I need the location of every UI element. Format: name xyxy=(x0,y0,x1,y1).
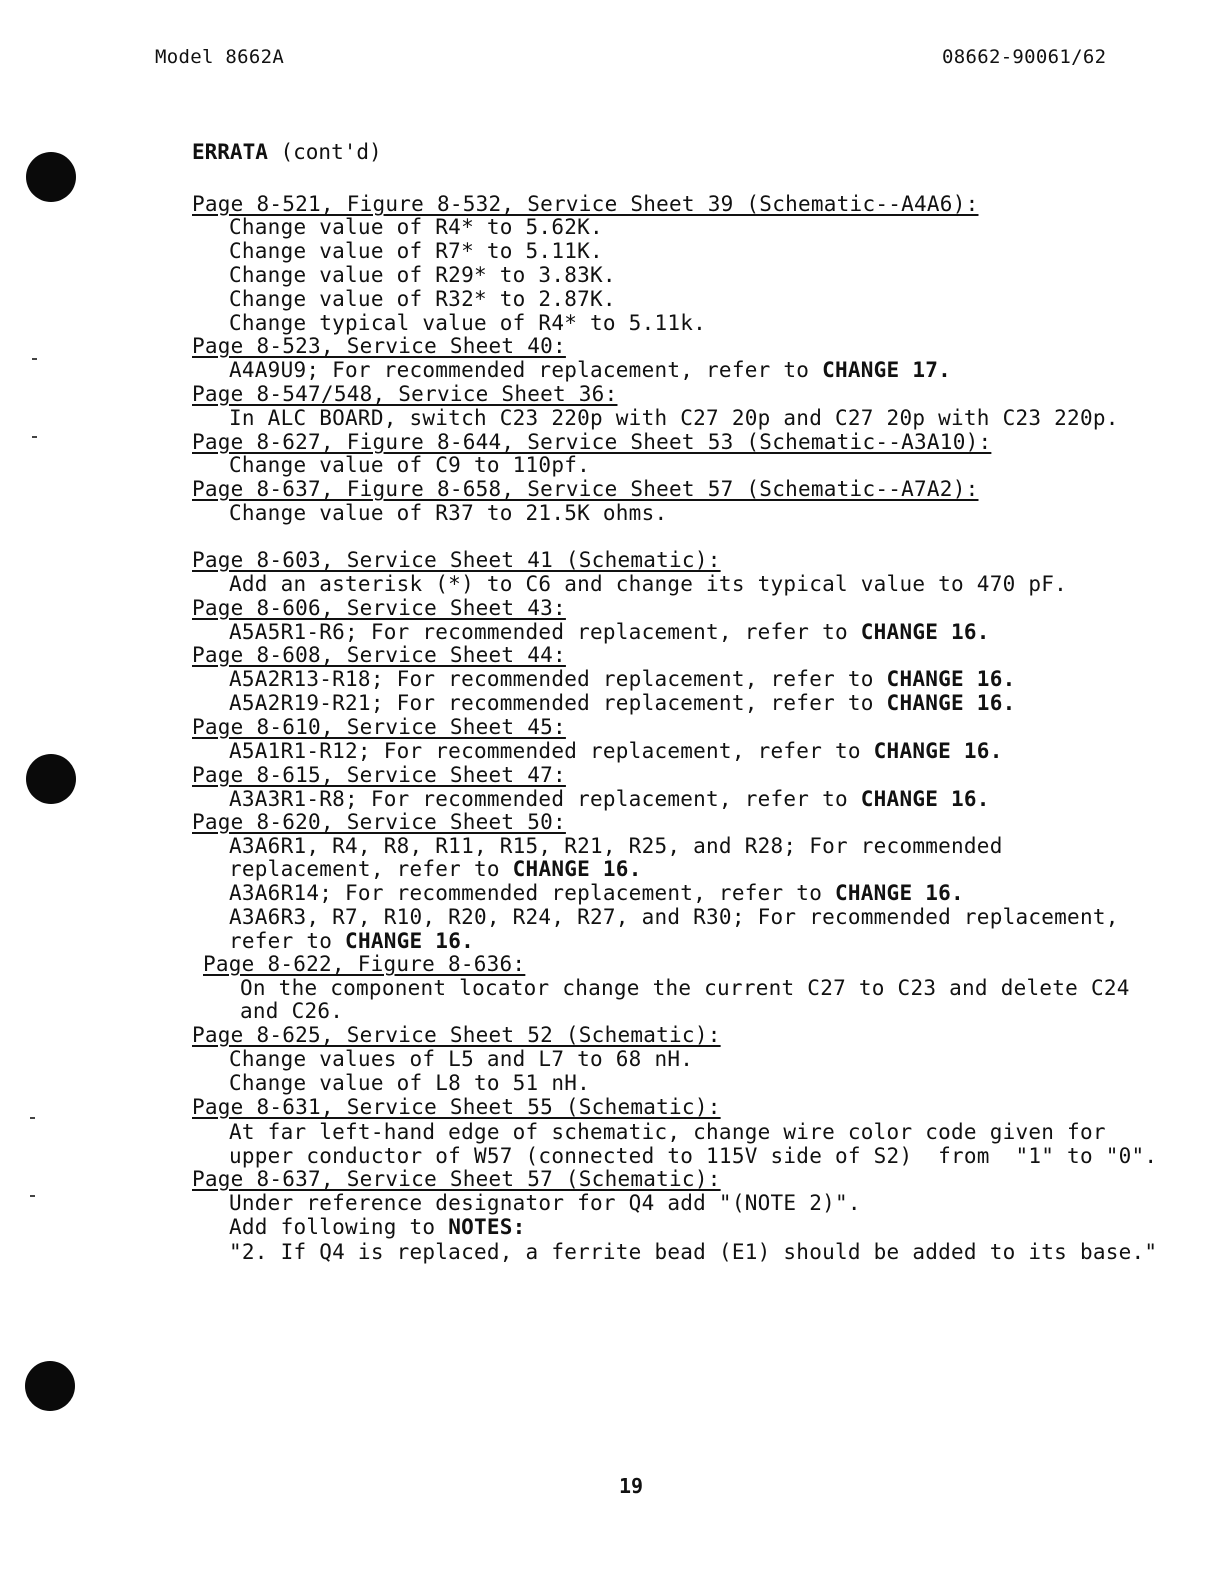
errata-text: A3A6R3, R7, R10, R20, R24, R27, and R30; For recommended replacement, xyxy=(229,905,1119,929)
errata-text: Change value of R29* to 3.83K. xyxy=(229,263,616,287)
errata-item xyxy=(229,287,616,311)
errata-text: Change value of R4* to 5.62K. xyxy=(229,215,603,239)
errata-item xyxy=(229,834,1003,858)
errata-text: Change value of R7* to 5.11K. xyxy=(229,239,603,263)
errata-page-heading xyxy=(192,430,991,454)
errata-text: Page 8-631, Service Sheet 55 (Schematic): xyxy=(192,1095,721,1119)
errata-page-heading xyxy=(192,477,978,501)
errata-item xyxy=(229,263,616,287)
errata-text: Change value of C9 to 110pf. xyxy=(229,453,591,477)
errata-item xyxy=(229,667,1015,691)
errata-text: and C26. xyxy=(240,999,344,1023)
errata-text: "2. If Q4 is replaced, a ferrite bead (E1) should be added to its base." xyxy=(229,1240,1158,1264)
errata-text: Add following to xyxy=(229,1215,449,1239)
errata-text: replacement, refer to xyxy=(229,857,513,881)
errata-text: Page 8-637, Service Sheet 57 (Schematic): xyxy=(192,1167,721,1191)
errata-text: Change value of R37 to 21.5K ohms. xyxy=(229,501,668,525)
errata-page-heading xyxy=(192,643,566,667)
change-reference: CHANGE 16. xyxy=(860,620,990,644)
errata-text: Page 8-625, Service Sheet 52 (Schematic): xyxy=(192,1023,721,1047)
errata-item xyxy=(229,1047,693,1071)
errata-item xyxy=(229,1120,1106,1144)
errata-item xyxy=(240,999,343,1023)
section-title-bold: ERRATA xyxy=(192,140,268,164)
errata-item xyxy=(229,358,951,382)
errata-text: Change typical value of R4* to 5.11k. xyxy=(229,311,707,335)
errata-item xyxy=(229,1144,1157,1168)
errata-page-heading xyxy=(192,715,566,739)
errata-item xyxy=(229,453,590,477)
errata-text: Page 8-615, Service Sheet 47: xyxy=(192,763,566,787)
errata-item xyxy=(229,620,990,644)
errata-text: Page 8-637, Figure 8-658, Service Sheet 57 (Schematic--A7A2): xyxy=(192,477,979,501)
errata-text: Page 8-620, Service Sheet 50: xyxy=(192,810,566,834)
errata-item xyxy=(229,311,706,335)
errata-text: Page 8-603, Service Sheet 41 (Schematic): xyxy=(192,548,721,572)
errata-text: A5A1R1-R12; For recommended replacement, refer to xyxy=(229,739,874,763)
errata-page-heading xyxy=(192,596,566,620)
errata-item xyxy=(240,976,1130,1000)
errata-item xyxy=(229,881,964,905)
errata-text: refer to xyxy=(229,929,346,953)
errata-text: In ALC BOARD, switch C23 220p with C27 20p and C27 20p with C23 220p. xyxy=(229,406,1119,430)
errata-text: upper conductor of W57 (connected to 115V side of S2) from "1" to "0". xyxy=(229,1144,1158,1168)
errata-page-heading xyxy=(192,1023,721,1047)
change-reference: CHANGE 16. xyxy=(873,739,1003,763)
errata-text: Page 8-521, Figure 8-532, Service Sheet 39 (Schematic--A4A6): xyxy=(192,192,979,216)
errata-item xyxy=(229,905,1119,929)
errata-page-heading xyxy=(192,810,566,834)
change-reference: CHANGE 16. xyxy=(512,857,642,881)
errata-item xyxy=(229,1071,590,1095)
errata-text: Under reference designator for Q4 add "(NOTE 2)". xyxy=(229,1191,861,1215)
errata-item xyxy=(229,215,603,239)
change-reference: NOTES: xyxy=(448,1215,526,1239)
errata-item xyxy=(229,406,1119,430)
errata-text: A3A6R1, R4, R8, R11, R15, R21, R25, and R28; For recommended xyxy=(229,834,1003,858)
errata-text: Page 8-622, Figure 8-636: xyxy=(203,952,526,976)
change-reference: CHANGE 16. xyxy=(886,667,1016,691)
section-title-rest: (cont'd) xyxy=(267,140,382,164)
errata-page-heading xyxy=(192,382,617,406)
errata-text: At far left-hand edge of schematic, change wire color code given for xyxy=(229,1120,1106,1144)
errata-text: Change values of L5 and L7 to 68 nH. xyxy=(229,1047,694,1071)
errata-text: A4A9U9; For recommended replacement, refer to xyxy=(229,358,823,382)
errata-text: A5A5R1-R6; For recommended replacement, refer to xyxy=(229,620,861,644)
errata-item xyxy=(229,739,1003,763)
errata-text: Page 8-608, Service Sheet 44: xyxy=(192,643,566,667)
errata-item xyxy=(229,857,642,881)
errata-text: Page 8-610, Service Sheet 45: xyxy=(192,715,566,739)
page-number: 19 xyxy=(619,1474,644,1498)
errata-page-heading xyxy=(203,952,525,976)
errata-item xyxy=(229,929,474,953)
errata-page-heading xyxy=(192,548,721,572)
errata-page-heading xyxy=(192,1095,721,1119)
errata-text: A3A6R14; For recommended replacement, refer to xyxy=(229,881,835,905)
errata-item xyxy=(229,1240,1157,1264)
errata-page-heading xyxy=(192,334,566,358)
errata-item xyxy=(229,691,1015,715)
errata-item xyxy=(229,1191,861,1215)
errata-text: A5A2R19-R21; For recommended replacement, refer to xyxy=(229,691,887,715)
running-header-model: Model 8662A xyxy=(155,46,285,68)
errata-text: Add an asterisk (*) to C6 and change its typical value to 470 pF. xyxy=(229,572,1068,596)
change-reference: CHANGE 16. xyxy=(886,691,1016,715)
change-reference: CHANGE 17. xyxy=(822,358,952,382)
errata-text: Page 8-523, Service Sheet 40: xyxy=(192,334,566,358)
running-header-part-number: 08662-90061/62 xyxy=(942,46,1107,68)
errata-text: Page 8-606, Service Sheet 43: xyxy=(192,596,566,620)
errata-text: Change value of L8 to 51 nH. xyxy=(229,1071,591,1095)
errata-item xyxy=(229,1215,526,1239)
errata-page-heading xyxy=(192,1167,721,1191)
errata-text: Page 8-547/548, Service Sheet 36: xyxy=(192,382,618,406)
errata-text: Page 8-627, Figure 8-644, Service Sheet 53 (Schematic--A3A10): xyxy=(192,430,992,454)
change-reference: CHANGE 16. xyxy=(345,929,474,953)
errata-item xyxy=(229,572,1067,596)
errata-text: On the component locator change the current C27 to C23 and delete C24 xyxy=(240,976,1130,1000)
errata-text: A5A2R13-R18; For recommended replacement, refer to xyxy=(229,667,887,691)
change-reference: CHANGE 16. xyxy=(860,787,990,811)
errata-page-heading xyxy=(192,192,978,216)
errata-item xyxy=(229,501,667,525)
errata-page-heading xyxy=(192,763,566,787)
change-reference: CHANGE 16. xyxy=(834,881,964,905)
errata-item xyxy=(229,787,990,811)
errata-text: Change value of R32* to 2.87K. xyxy=(229,287,616,311)
errata-text: A3A3R1-R8; For recommended replacement, refer to xyxy=(229,787,861,811)
errata-item xyxy=(229,239,603,263)
